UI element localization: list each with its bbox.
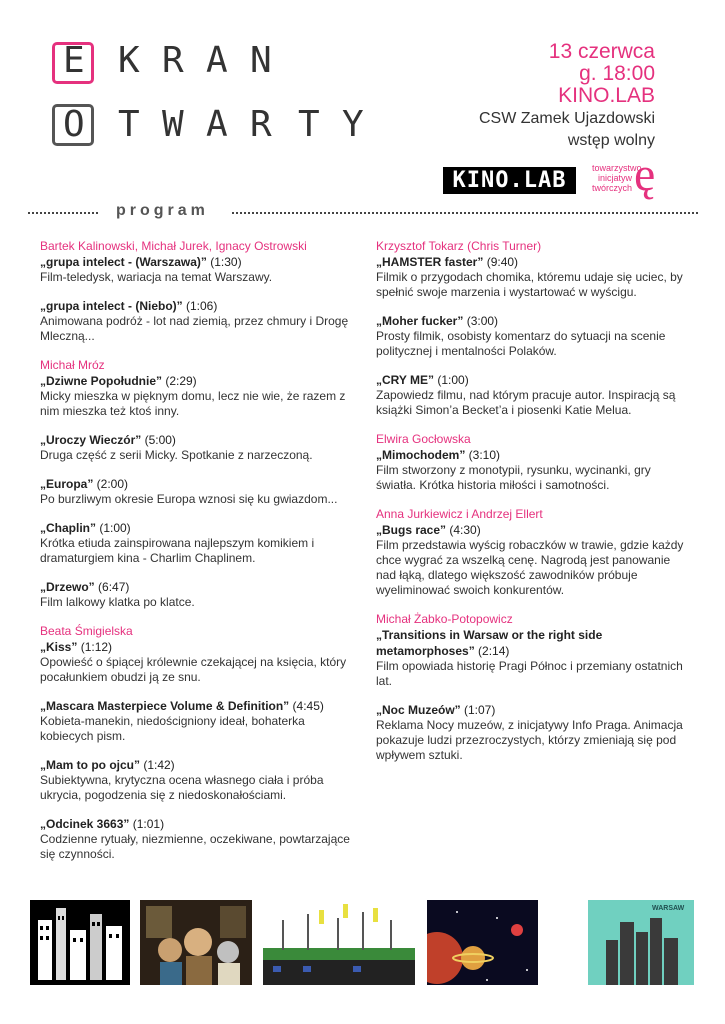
- film-entry: [40, 757, 350, 803]
- film-duration: (9:40): [483, 255, 519, 269]
- film-duration: (1:00): [96, 521, 131, 535]
- film-title: „Dziwne Popołudnie”: [40, 374, 162, 388]
- film-entry: [40, 298, 350, 344]
- film-title-line: [40, 254, 350, 270]
- film-description: Film-teledysk, wariacja na temat Warszawy.: [40, 270, 273, 284]
- film-description: Subiektywna, krytyczna ocena własnego ciała i próba ukrycia, pogodzenia się z niedoskonałościami.: [40, 773, 324, 802]
- film-entry: [376, 627, 686, 689]
- film-title: „grupa intelect - (Niebo)”: [40, 299, 183, 313]
- film-title: „Transitions in Warsaw or the right side metamorphoses”: [376, 628, 603, 658]
- film-title: „Europa”: [40, 477, 94, 491]
- author-name: Elwira Gocłowska: [376, 432, 471, 446]
- event-entry: wstęp wolny: [567, 132, 655, 149]
- film-duration: (2:00): [93, 477, 129, 491]
- film-thumbnail: [263, 900, 415, 985]
- film-title-line: [40, 757, 350, 773]
- title-letter: O: [63, 104, 85, 145]
- film-description: Film stworzony z monotypii, rysunku, wycinanki, gry światła. Krótka historia miłości i samotności.: [376, 463, 651, 492]
- author-name: Krzysztof Tokarz (Chris Turner): [376, 239, 542, 253]
- film-entry: [376, 522, 686, 598]
- film-title-line: [376, 702, 686, 718]
- film-thumbnail: [588, 900, 694, 985]
- film-duration: (6:47): [94, 580, 130, 594]
- film-description: Codzienne rytuały, niezmienne, oczekiwane, powtarzające się czynności.: [40, 832, 350, 861]
- film-duration: (1:00): [434, 373, 469, 387]
- title-letter: Y: [342, 104, 364, 145]
- author-name: Anna Jurkiewicz i Andrzej Ellert: [376, 507, 543, 521]
- film-description: Micky mieszka w pięknym domu, lecz nie wie, że razem z nim mieszka też ktoś inny.: [40, 389, 346, 418]
- film-description: Krótka etiuda zainspirowana najlepszym komikiem i dramaturgiem kina - Charlim Chaplinem.: [40, 536, 315, 565]
- film-entry: [40, 520, 350, 566]
- divider-right: [232, 212, 698, 216]
- film-description: Film opowiada historię Pragi Północ i przemiany ostatnich lat.: [376, 659, 683, 688]
- film-title-line: [40, 579, 350, 595]
- title-letter: T: [298, 104, 320, 145]
- film-description: Opowieść o śpiącej królewnie czekającej na księcia, który pocałunkiem obudzi ją ze snu.: [40, 655, 347, 684]
- divider-left: [28, 212, 98, 216]
- program-column-left: [40, 238, 350, 875]
- film-title: „grupa intelect - (Warszawa)”: [40, 255, 207, 269]
- film-duration: (4:30): [446, 523, 481, 537]
- author-section: [376, 506, 686, 598]
- title-letter: N: [250, 40, 272, 81]
- film-title: „Chaplin”: [40, 521, 96, 535]
- film-duration: (3:00): [463, 314, 499, 328]
- film-entry: [40, 476, 350, 507]
- film-title-line: [376, 372, 686, 388]
- film-entry: [376, 372, 686, 418]
- title-letter: R: [250, 104, 272, 145]
- author-name: Michał Żabko-Potopowicz: [376, 612, 513, 626]
- event-date: 13 czerwca: [548, 40, 655, 63]
- author-name: Beata Śmigielska: [40, 624, 133, 638]
- film-title-line: [376, 522, 686, 538]
- film-description: Film przedstawia wyścig robaczków w trawie, gdzie każdy chce wygrać za wszelką cenę. Nagrodą jest panowanie nad łąką, dlatego większość zawodników próbuje wyeliminować swoich konkurentów.: [376, 538, 684, 597]
- film-title: „Odcinek 3663”: [40, 817, 130, 831]
- author-section: [40, 357, 350, 610]
- film-thumbnail: [30, 900, 130, 985]
- film-title: „Uroczy Wieczór”: [40, 433, 142, 447]
- film-description: Animowana podróż - lot nad ziemią, przez chmury i Drogę Mleczną...: [40, 314, 349, 343]
- film-title-line: [40, 639, 350, 655]
- title-letter: T: [118, 104, 140, 145]
- film-entry: [376, 254, 686, 300]
- film-description: Zapowiedz filmu, nad którym pracuje autor. Inspiracją są książki Simon’a Becket’a i piosenki Katie Melua.: [376, 388, 676, 417]
- kinolab-logo: KINO.LAB: [443, 167, 576, 194]
- author-name: Michał Mróz: [40, 358, 105, 372]
- title-letter: R: [162, 40, 184, 81]
- film-title: „Mascara Masterpiece Volume & Definition”: [40, 699, 290, 713]
- film-title: „Moher fucker”: [376, 314, 464, 328]
- author-section: [376, 611, 686, 763]
- film-title-line: [40, 476, 350, 492]
- film-title-line: [40, 698, 350, 714]
- author-section: [376, 431, 686, 493]
- author-section: [376, 238, 686, 418]
- film-entry: [40, 254, 350, 285]
- author-name: Bartek Kalinowski, Michał Jurek, Ignacy Ostrowski: [40, 239, 307, 253]
- film-entry: [376, 447, 686, 493]
- film-duration: (2:29): [162, 374, 197, 388]
- film-entry: [40, 816, 350, 862]
- tit-logo-mark: ę: [634, 148, 656, 201]
- film-description: Po burzliwym okresie Europa wznosi się ku gwiazdom...: [40, 492, 338, 506]
- film-duration: (1:06): [182, 299, 218, 313]
- title-letter: A: [206, 40, 228, 81]
- film-entry: [40, 698, 350, 744]
- film-entry: [40, 432, 350, 463]
- film-title: „Mimochodem”: [376, 448, 466, 462]
- film-description: Prosty filmik, osobisty komentarz do sytuacji na scenie politycznej i mentalności Polaków.: [376, 329, 666, 358]
- film-duration: (3:10): [465, 448, 501, 462]
- film-entry: [376, 702, 686, 763]
- film-description: Kobieta-manekin, niedościgniony ideał, bohaterka kobiecych pism.: [40, 714, 305, 743]
- film-title-line: [376, 254, 686, 270]
- film-title: „HAMSTER faster”: [376, 255, 484, 269]
- film-title-line: [40, 816, 350, 832]
- film-description: Reklama Nocy muzeów, z inicjatywy Info Praga. Animacja pokazuje ludzi przezroczystych, którzy zmieniają się pod wpływem sztuki.: [376, 718, 683, 762]
- title-letter: K: [118, 40, 140, 81]
- film-duration: (1:07): [460, 703, 496, 717]
- event-place: CSW Zamek Ujazdowski: [478, 110, 655, 127]
- author-section: [40, 238, 350, 344]
- film-title: „Bugs race”: [376, 523, 447, 537]
- film-title-line: [376, 627, 686, 659]
- film-thumbnail: [140, 900, 252, 985]
- event-time: g. 18:00: [579, 62, 655, 85]
- film-entry: [376, 313, 686, 359]
- film-title: „Kiss”: [40, 640, 78, 654]
- film-title-line: [40, 298, 350, 314]
- film-description: Film lalkowy klatka po klatce.: [40, 595, 195, 609]
- film-title: „CRY ME”: [376, 373, 435, 387]
- film-title-line: [376, 313, 686, 329]
- film-title-line: [40, 373, 350, 389]
- author-section: [40, 623, 350, 862]
- film-description: Filmik o przygodach chomika, któremu udaje się uciec, by spełnić swoje marzenia i wystartować w wyścigu.: [376, 270, 683, 299]
- film-description: Druga część z serii Micky. Spotkanie z narzeczoną.: [40, 448, 313, 462]
- film-thumbnail: [427, 900, 538, 985]
- film-title: „Mam to po ojcu”: [40, 758, 140, 772]
- film-title-line: [40, 432, 350, 448]
- film-duration: (4:45): [289, 699, 324, 713]
- program-column-right: [376, 238, 686, 776]
- title-letter: W: [162, 104, 184, 145]
- film-duration: (1:12): [77, 640, 113, 654]
- film-title: „Noc Muzeów”: [376, 703, 461, 717]
- film-duration: (1:42): [140, 758, 175, 772]
- film-entry: [40, 579, 350, 610]
- title-letter: A: [206, 104, 228, 145]
- film-duration: (2:14): [474, 644, 510, 658]
- program-label: program: [116, 202, 209, 219]
- tit-logo-text: towarzystwo inicjatyw twórczych: [592, 163, 642, 193]
- film-entry: [40, 373, 350, 419]
- film-duration: (1:01): [129, 817, 165, 831]
- film-title-line: [40, 520, 350, 536]
- title-letter: E: [63, 40, 85, 81]
- film-duration: (5:00): [141, 433, 176, 447]
- film-title-line: [376, 447, 686, 463]
- film-duration: (1:30): [206, 255, 242, 269]
- event-venue: KINO.LAB: [558, 84, 655, 107]
- thumb-badge: WARSAW: [652, 905, 685, 912]
- film-title: „Drzewo”: [40, 580, 95, 594]
- film-entry: [40, 639, 350, 685]
